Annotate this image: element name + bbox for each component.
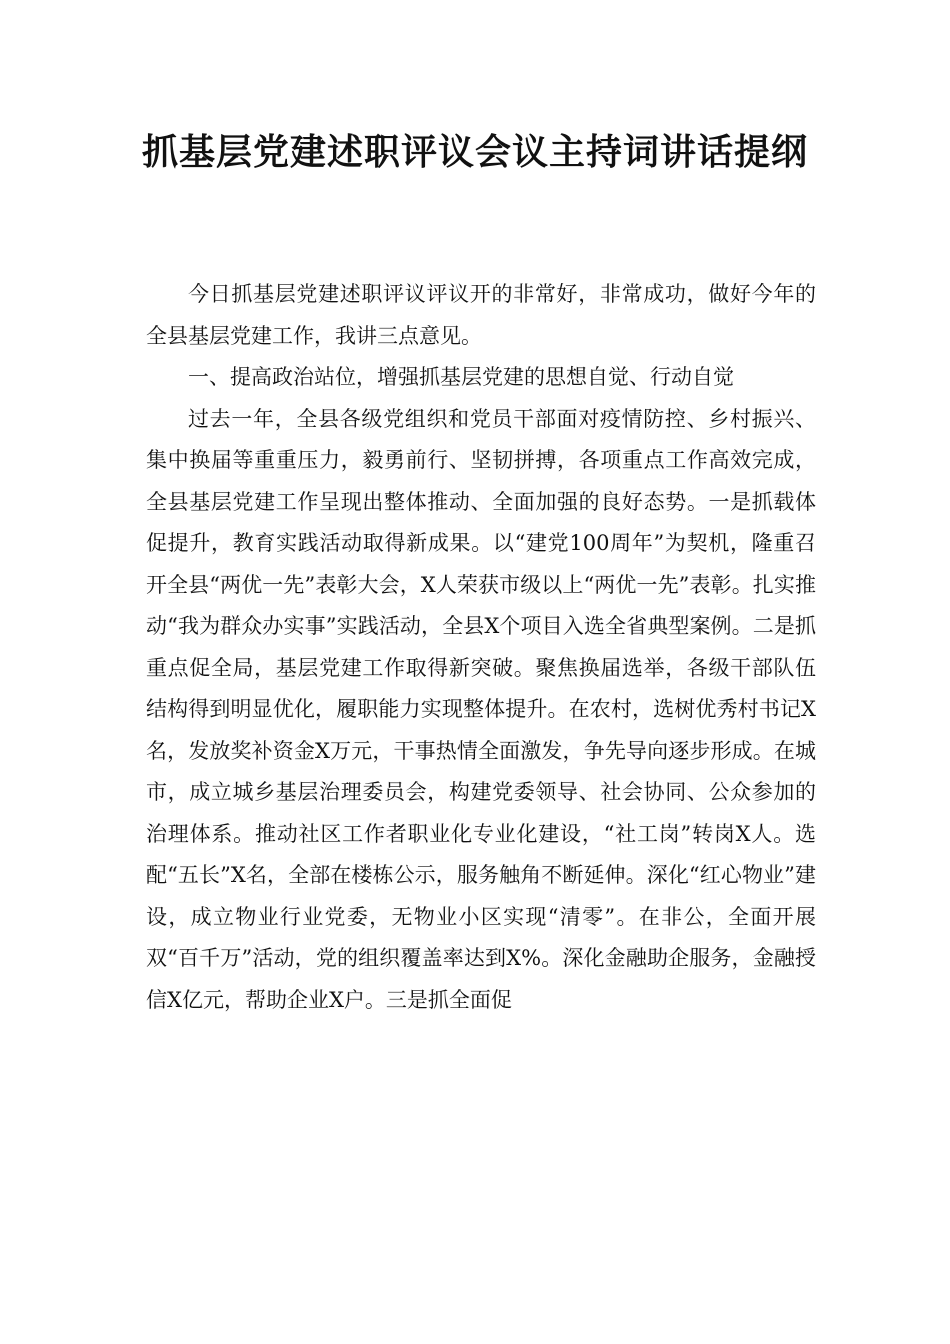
intro-paragraph: 今日抓基层党建述职评议评议开的非常好，非常成功，做好今年的全县基层党建工作，我讲三点意见。: [146, 282, 816, 348]
document-title: 抓基层党建述职评议会议主持词讲话提纲: [141, 132, 808, 173]
body-paragraph: 过去一年，全县各级党组织和党员干部面对疫情防控、乡村振兴、集中换届等重重压力，毅勇前行、坚韧拼搏，各项重点工作高效完成，全县基层党建工作呈现出整体推动、全面加强的良好态势。一是抓载体促提升，教育实践活动取得新成果。以“建党100周年”为契机，隆重召开全县“两优一先”表彰大会，X人荣获市级以上“两优一先”表彰。扎实推动“我为群众办实事”实践活动，全县X个项目入选全省典型案例。二是抓重点促全局，基层党建工作取得新突破。聚焦换届选举，各级干部队伍结构得到明显优化，履职能力实现整体提升。在农村，选树优秀村书记X名，发放奖补资金X万元，干事热情全面激发，争先导向逐步形成。在城市，成立城乡基层治理委员会，构建党委领导、社会协同、公众参加的治理体系。推动社区工作者职业化专业化建设，“社工岗”转岗X人。选配“五长”X名，全部在楼栋公示，服务触角不断延伸。深化“红心物业”建设，成立物业行业党委，无物业小区实现“清零”。在非公，全面开展双“百千万”活动，党的组织覆盖率达到X%。深化金融助企服务，金融授信X亿元，帮助企业X户。三是抓全面促: [146, 406, 816, 1012]
document-body: [146, 274, 816, 1021]
section-heading: 一、提高政治站位，增强抓基层党建的思想自觉、行动自觉: [188, 365, 734, 389]
